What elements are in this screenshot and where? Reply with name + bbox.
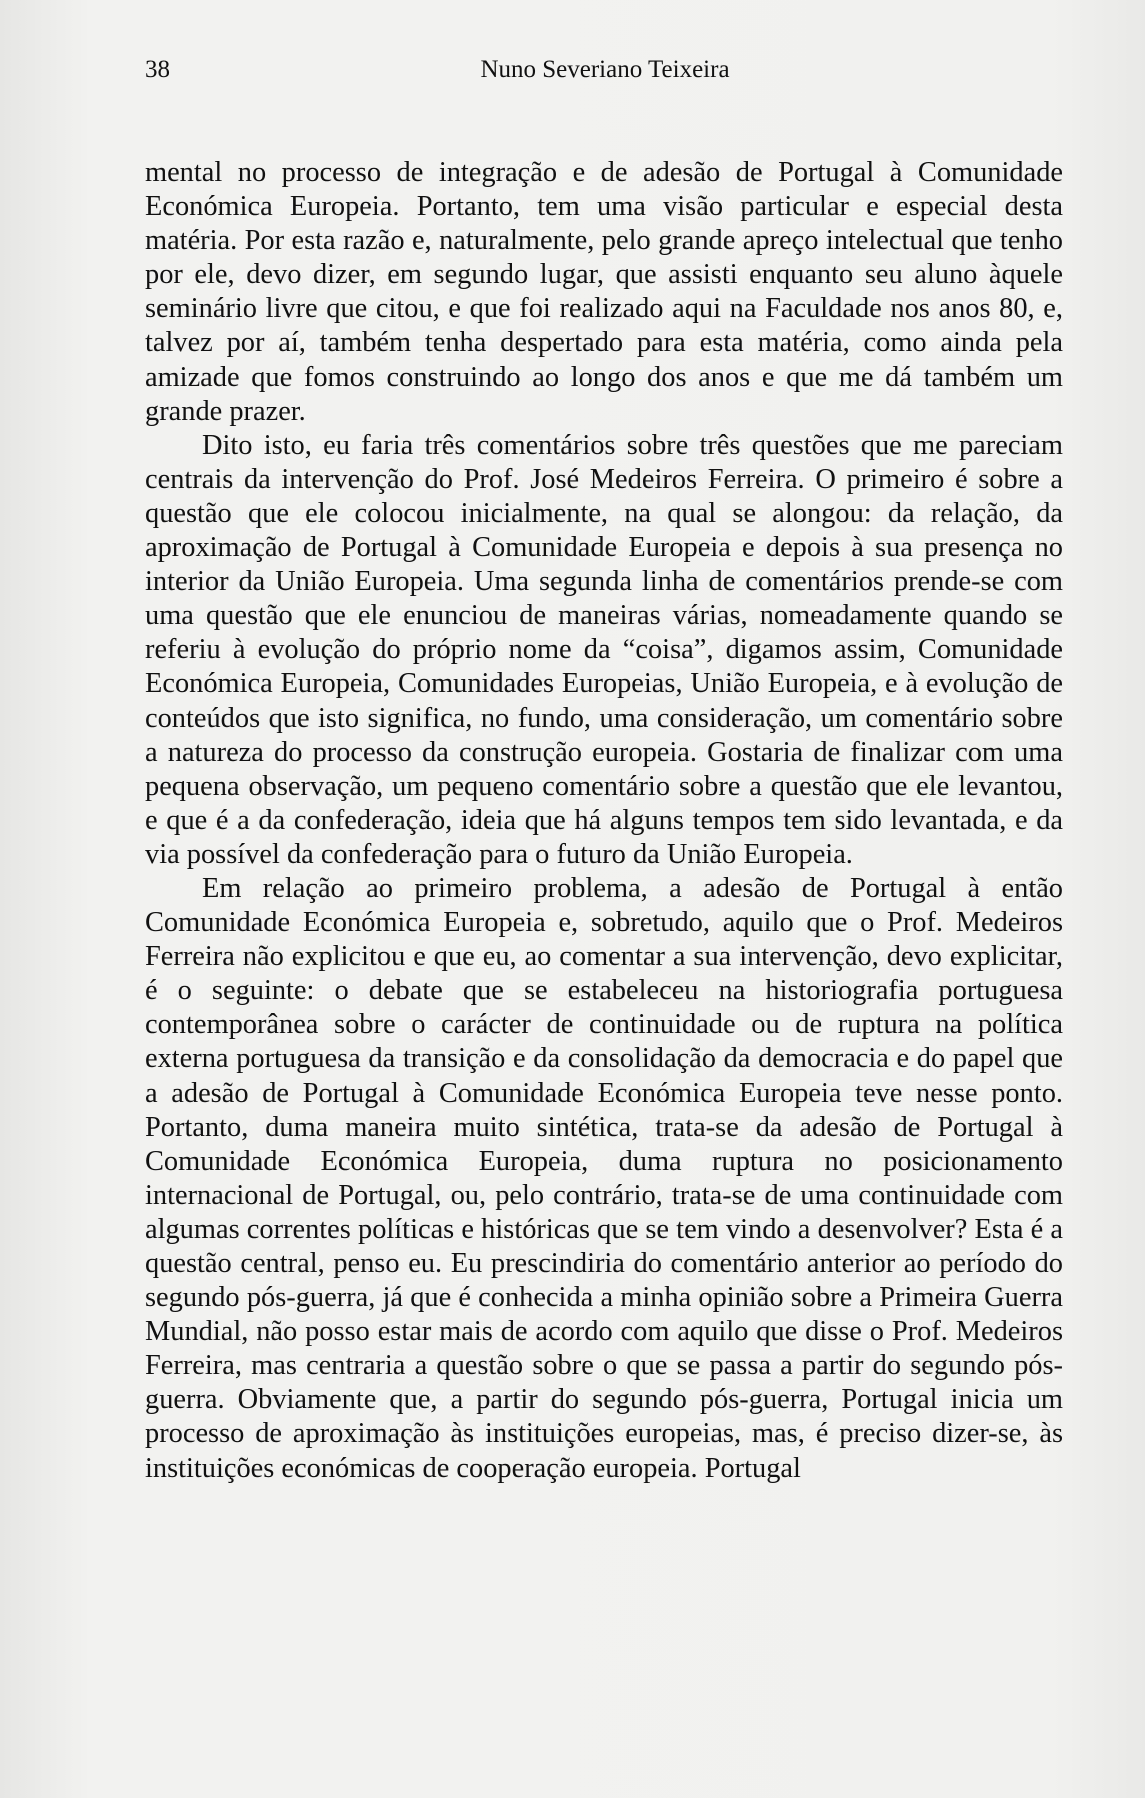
- page-header: [145, 56, 1065, 92]
- paragraph-three-comments: Dito isto, eu faria três comentários sobre três questões que me pareciam centrais da intervenção do Prof. José Medeiros Ferreira. O primeiro é sobre a questão que ele colocou inicialmente, na qual se alongou: da relação, da aproximação de Portugal à Comunidade Europeia e depois à sua presença no interior da União Europeia. Uma segunda linha de comentários prende-se com uma questão que ele enunciou de maneiras várias, nomeadamente quando se referiu à evolução do próprio nome da “coisa”, digamos assim, Comunidade Económica Europeia, Comunidades Europeias, União Europeia, e à evolução de conteúdos que isto significa, no fundo, uma consideração, um comentário sobre a natureza do processo da construção europeia. Gostaria de finalizar com uma pequena observação, um pequeno comentário sobre a questão que ele levantou, e que é a da confederação, ideia que há alguns tempos tem sido levantada, e da via possível da confederação para o futuro da União Europeia.: [145, 429, 1063, 870]
- body-text: [145, 156, 1063, 1486]
- paragraph-continued: mental no processo de integração e de adesão de Portugal à Comunidade Económica Europeia. Portanto, tem uma visão particular e especial desta matéria. Por esta razão e, naturalmente, pelo grande apreço intelectual que tenho por ele, devo dizer, em segundo lugar, que assisti enquanto seu aluno àquele seminário livre que citou, e que foi realizado aqui na Faculdade nos anos 80, e, talvez por aí, também tenha despertado para esta matéria, como ainda pela amizade que fomos construindo ao longo dos anos e que me dá também um grande prazer.: [145, 157, 1063, 427]
- paragraph-first-problem: Em relação ao primeiro problema, a adesão de Portugal à então Comunidade Económica Europeia e, sobretudo, aquilo que o Prof. Medeiros Ferreira não explicitou e que eu, ao comentar a sua intervenção, devo explicitar, é o seguinte: o debate que se estabeleceu na historiografia portuguesa contemporânea sobre o carácter de continuidade ou de ruptura na política externa portuguesa da transição e da consolidação da democracia e do papel que a adesão de Portugal à Comunidade Económica Europeia teve nesse ponto. Portanto, duma maneira muito sintética, trata-se da adesão de Portugal à Comunidade Económica Europeia, duma ruptura no posicionamento internacional de Portugal, ou, pelo contrário, trata-se de uma continuidade com algumas correntes políticas e históricas que se tem vindo a desenvolver? Esta é a questão central, penso eu. Eu prescindiria do comentário anterior ao período do segundo pós-guerra, já que é conhecida a minha opinião sobre a Primeira Guerra Mundial, não posso estar mais de acordo com aquilo que disse o Prof. Medeiros Ferreira, mas centraria a questão sobre o que se passa a partir do segundo pósguerra. Obviamente que, a partir do segundo pós-guerra, Portugal inicia um processo de aproximação às instituições europeias, mas, é preciso dizer-se, às instituições económicas de cooperação europeia. Portugal: [145, 872, 1063, 1484]
- page-number: 38: [145, 56, 170, 83]
- running-head-author: Nuno Severiano Teixeira: [480, 56, 730, 83]
